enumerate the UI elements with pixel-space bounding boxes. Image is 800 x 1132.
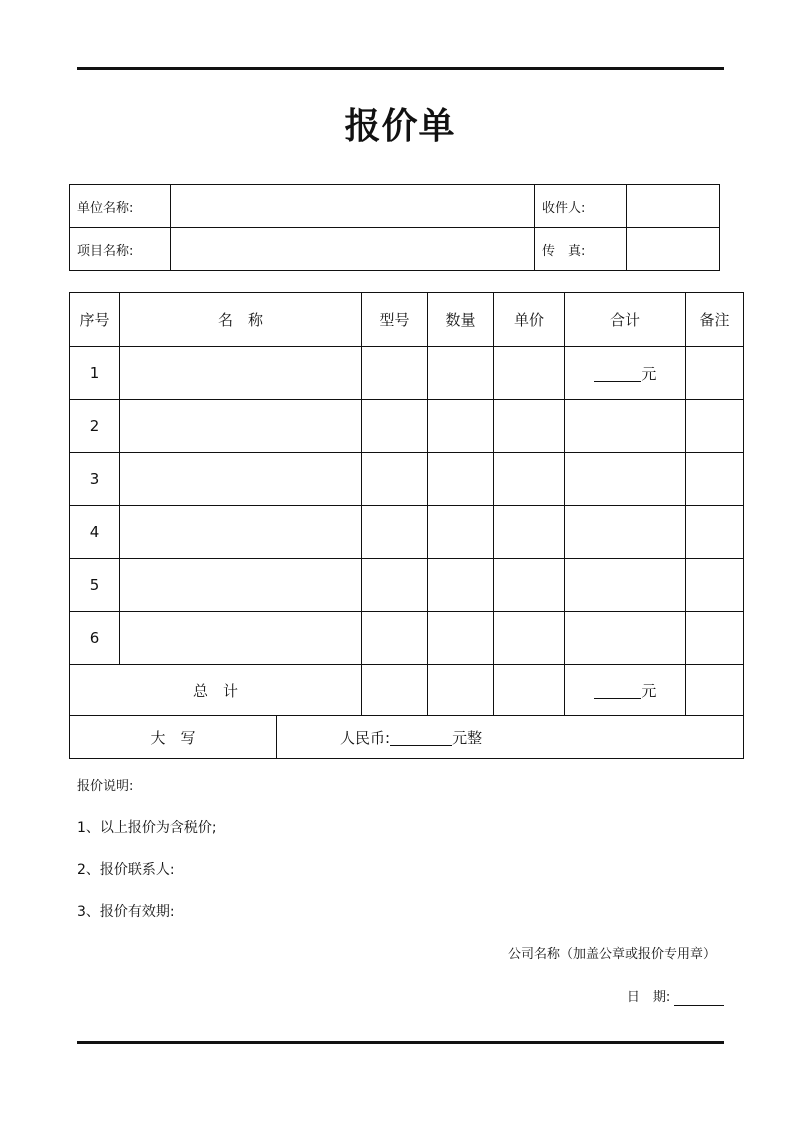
unit-price-cell[interactable] — [494, 559, 565, 612]
date-field[interactable] — [674, 991, 724, 1006]
name-cell[interactable] — [120, 347, 362, 400]
header-model: 型号 — [362, 293, 428, 347]
unit-price-cell[interactable] — [494, 506, 565, 559]
rmb-prefix: 人民币: — [340, 728, 391, 747]
quantity-cell[interactable] — [428, 612, 494, 665]
name-cell[interactable] — [120, 506, 362, 559]
blank-underline — [390, 731, 452, 746]
total-cell[interactable] — [565, 559, 686, 612]
unit-name-field[interactable] — [171, 185, 535, 228]
row-index: 3 — [70, 453, 120, 506]
recipient-label: 收件人: — [535, 185, 627, 228]
row-index: 5 — [70, 559, 120, 612]
model-cell[interactable] — [362, 347, 428, 400]
currency-unit: 元 — [641, 364, 657, 383]
model-cell[interactable] — [362, 400, 428, 453]
table-row — [70, 453, 744, 506]
company-seal-line: 公司名称（加盖公章或报价专用章） — [507, 947, 716, 962]
quantity-cell[interactable] — [428, 347, 494, 400]
remark-cell[interactable] — [686, 347, 744, 400]
items-table — [69, 292, 744, 759]
model-cell[interactable] — [362, 453, 428, 506]
remark-cell[interactable] — [686, 559, 744, 612]
row-index: 6 — [70, 612, 120, 665]
model-cell[interactable] — [362, 612, 428, 665]
note-item: 2、报价联系人: — [77, 862, 175, 878]
unit-price-cell[interactable] — [494, 612, 565, 665]
recipient-field[interactable] — [627, 185, 720, 228]
header-total: 合计 — [565, 293, 686, 347]
currency-unit: 元 — [641, 681, 657, 700]
unit-price-cell[interactable] — [494, 453, 565, 506]
top-rule — [77, 67, 724, 70]
header-name: 名 称 — [120, 293, 362, 347]
project-name-field[interactable] — [171, 228, 535, 271]
total-cell[interactable] — [565, 400, 686, 453]
date-label: 日 期: — [626, 990, 671, 1005]
header-index: 序号 — [70, 293, 120, 347]
daxie-row — [70, 716, 744, 759]
model-cell[interactable] — [362, 506, 428, 559]
header-unit-price: 单价 — [494, 293, 565, 347]
total-cell[interactable] — [565, 612, 686, 665]
remark-cell[interactable] — [686, 400, 744, 453]
info-table — [69, 184, 720, 271]
quantity-cell[interactable] — [428, 506, 494, 559]
row-index: 1 — [70, 347, 120, 400]
total-cell[interactable] — [565, 453, 686, 506]
name-cell[interactable] — [120, 400, 362, 453]
row-index: 2 — [70, 400, 120, 453]
sum-remark-cell[interactable] — [686, 665, 744, 716]
remark-cell[interactable] — [686, 612, 744, 665]
blank-underline — [594, 367, 642, 382]
sum-row — [70, 665, 744, 716]
note-item: 3、报价有效期: — [77, 904, 175, 920]
sum-total-cell[interactable] — [565, 665, 686, 716]
table-row — [70, 506, 744, 559]
table-row — [70, 559, 744, 612]
row-index: 4 — [70, 506, 120, 559]
model-cell[interactable] — [362, 559, 428, 612]
total-cell[interactable] — [565, 506, 686, 559]
notes-heading: 报价说明: — [77, 779, 134, 794]
bottom-rule — [77, 1041, 724, 1044]
quantity-cell[interactable] — [428, 400, 494, 453]
sum-unit-price-cell[interactable] — [494, 665, 565, 716]
blank-underline — [594, 684, 642, 699]
table-row — [70, 400, 744, 453]
rmb-amount-cell[interactable] — [277, 716, 744, 759]
name-cell[interactable] — [120, 453, 362, 506]
sum-quantity-cell[interactable] — [428, 665, 494, 716]
unit-price-cell[interactable] — [494, 347, 565, 400]
sum-model-cell[interactable] — [362, 665, 428, 716]
remark-cell[interactable] — [686, 453, 744, 506]
total-cell[interactable] — [565, 347, 686, 400]
unit-name-label: 单位名称: — [70, 185, 171, 228]
date-line — [627, 986, 724, 1006]
fax-label: 传 真: — [535, 228, 627, 271]
note-item: 1、以上报价为含税价; — [77, 820, 217, 836]
name-cell[interactable] — [120, 559, 362, 612]
header-remark: 备注 — [686, 293, 744, 347]
header-quantity: 数量 — [428, 293, 494, 347]
sum-label: 总 计 — [70, 665, 362, 716]
remark-cell[interactable] — [686, 506, 744, 559]
unit-price-cell[interactable] — [494, 400, 565, 453]
daxie-label: 大 写 — [70, 716, 277, 759]
quantity-cell[interactable] — [428, 453, 494, 506]
fax-field[interactable] — [627, 228, 720, 271]
quantity-cell[interactable] — [428, 559, 494, 612]
table-header-row — [70, 293, 744, 347]
table-row — [70, 612, 744, 665]
rmb-suffix: 元整 — [452, 728, 483, 747]
table-row — [70, 347, 744, 400]
name-cell[interactable] — [120, 612, 362, 665]
project-name-label: 项目名称: — [70, 228, 171, 271]
page-title: 报价单 — [344, 106, 456, 147]
